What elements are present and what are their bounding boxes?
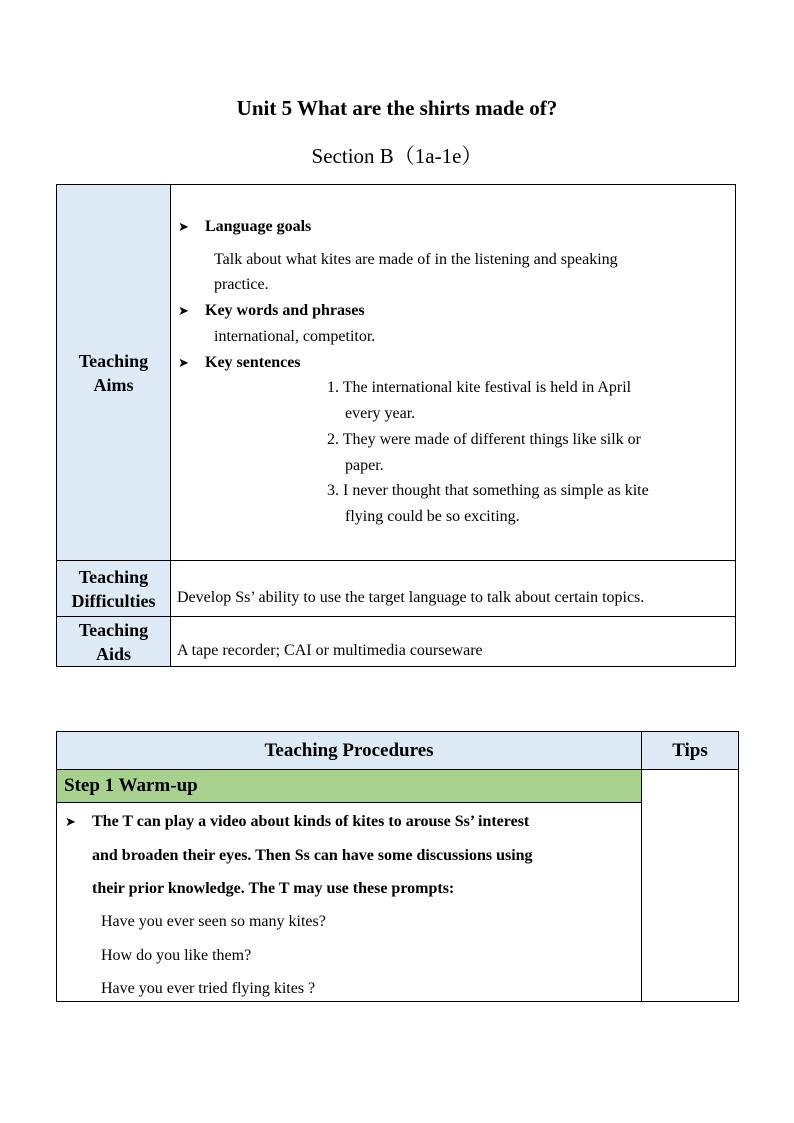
label-line: Teaching xyxy=(78,350,149,371)
teaching-aids-content: A tape recorder; CAI or multimedia courseware xyxy=(171,617,736,667)
arrow-bullet-icon: ➤ xyxy=(65,815,76,830)
arrow-bullet-icon: ➤ xyxy=(178,356,189,371)
teaching-procedures-table xyxy=(56,731,739,1002)
label-line: Teaching xyxy=(78,566,149,587)
arrow-bullet-icon: ➤ xyxy=(178,304,189,319)
key-sentence-line: paper. xyxy=(345,457,384,474)
key-sentence-line: 3. I never thought that something as simple as kite xyxy=(327,482,649,499)
procedures-header: Teaching Procedures xyxy=(57,732,642,770)
page-title: Unit 5 What are the shirts made of? xyxy=(236,96,558,120)
teaching-difficulties-label xyxy=(57,561,171,617)
teaching-difficulties-content: Develop Ss’ ability to use the target language to talk about certain topics. xyxy=(171,561,736,617)
key-sentence-line: 2. They were made of different things like silk or xyxy=(327,431,641,448)
key-words-text: international, competitor. xyxy=(214,328,376,345)
prompt-line: Have you ever seen so many kites? xyxy=(101,913,326,930)
tips-header: Tips xyxy=(642,732,739,770)
label-line: Aims xyxy=(93,374,134,395)
teaching-aims-label xyxy=(57,185,171,561)
step-description-line: their prior knowledge. The T may use these prompts: xyxy=(92,880,455,897)
teaching-aids-label xyxy=(57,617,171,667)
step-title: Step 1 Warm-up xyxy=(57,770,642,803)
language-goals-heading: Language goals xyxy=(205,218,312,235)
label-line: Aids xyxy=(95,643,131,664)
page-subtitle: Section B（1a-1e） xyxy=(311,144,483,168)
language-goals-text: Talk about what kites are made of in the listening and speaking xyxy=(214,251,618,268)
tips-cell xyxy=(642,770,739,1002)
teaching-aims-content xyxy=(171,185,736,561)
teaching-aims-table xyxy=(56,184,736,667)
label-line: Teaching xyxy=(78,619,149,640)
step-description-line: The T can play a video about kinds of kites to arouse Ss’ interest xyxy=(92,813,530,830)
prompt-line: Have you ever tried flying kites ? xyxy=(101,980,316,997)
prompt-line: How do you like them? xyxy=(101,947,252,964)
step-description-line: and broaden their eyes. Then Ss can have some discussions using xyxy=(92,847,533,864)
key-words-heading: Key words and phrases xyxy=(205,302,365,319)
key-sentences-heading: Key sentences xyxy=(205,354,301,371)
key-sentence-line: 1. The international kite festival is held in April xyxy=(327,379,632,396)
step-content xyxy=(57,803,642,1002)
key-sentence-line: every year. xyxy=(345,405,416,422)
arrow-bullet-icon: ➤ xyxy=(178,220,189,235)
language-goals-text: practice. xyxy=(214,276,269,293)
key-sentence-line: flying could be so exciting. xyxy=(345,508,520,525)
label-line: Difficulties xyxy=(71,590,156,611)
